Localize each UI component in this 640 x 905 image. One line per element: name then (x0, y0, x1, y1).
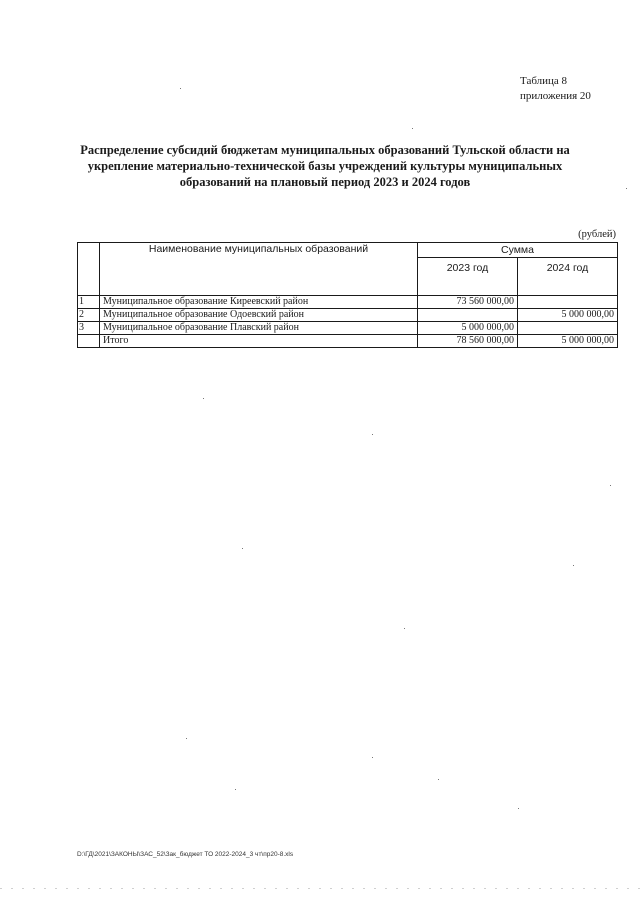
table-row (78, 309, 618, 322)
header-number-cell (78, 243, 100, 296)
scan-speck (412, 128, 413, 129)
title-line-2: укрепление материально-технической базы учреждений культуры муниципальных (87, 159, 563, 173)
scan-speck (404, 628, 405, 629)
scan-speck (372, 757, 373, 758)
subsidy-table (77, 242, 618, 348)
file-path-footer: D:\ГД\2021\ЗАКОНЫ\ЗАС_52\Зак_бюджет ТО 2022-2024_3 чт\пр20-8.xls (77, 851, 294, 858)
row-number: 3 (78, 322, 100, 335)
row-name: Муниципальное образование Одоевский район (100, 309, 418, 322)
scan-speck (438, 779, 439, 780)
scan-speck (235, 789, 236, 790)
table-reference (520, 74, 591, 104)
table-row (78, 322, 618, 335)
scan-speck (626, 188, 627, 189)
appendix-number: приложения 20 (520, 90, 591, 102)
row-amount-2024 (518, 322, 618, 335)
scan-speck (186, 738, 187, 739)
header-year-2024: 2024 год (518, 258, 618, 296)
total-number-cell (78, 335, 100, 348)
scan-speck (242, 548, 243, 549)
total-amount-2023: 78 560 000,00 (418, 335, 518, 348)
scan-speck (372, 434, 373, 435)
units-label: (рублей) (578, 229, 616, 240)
header-sum: Сумма (418, 243, 618, 258)
total-row (78, 335, 618, 348)
scan-speck (203, 398, 204, 399)
scan-speck (610, 485, 611, 486)
title-line-1: Распределение субсидий бюджетам муниципальных образований Тульской области на (80, 143, 570, 157)
row-name: Муниципальное образование Киреевский район (100, 296, 418, 309)
title-line-3: образований на плановый период 2023 и 2024 годов (179, 175, 471, 189)
row-number: 2 (78, 309, 100, 322)
scan-speck (573, 565, 574, 566)
row-amount-2024 (518, 296, 618, 309)
row-amount-2024: 5 000 000,00 (518, 309, 618, 322)
row-amount-2023: 5 000 000,00 (418, 322, 518, 335)
scan-speck (518, 808, 519, 809)
header-name: Наименование муниципальных образований (100, 243, 418, 296)
row-amount-2023: 73 560 000,00 (418, 296, 518, 309)
table-number: Таблица 8 (520, 75, 568, 87)
table-row (78, 296, 618, 309)
total-label: Итого (100, 335, 418, 348)
scan-speck (180, 88, 181, 89)
row-number: 1 (78, 296, 100, 309)
header-year-2023: 2023 год (418, 258, 518, 296)
scan-edge-noise (0, 888, 640, 889)
row-amount-2023 (418, 309, 518, 322)
row-name: Муниципальное образование Плавский район (100, 322, 418, 335)
document-title (70, 142, 580, 190)
total-amount-2024: 5 000 000,00 (518, 335, 618, 348)
